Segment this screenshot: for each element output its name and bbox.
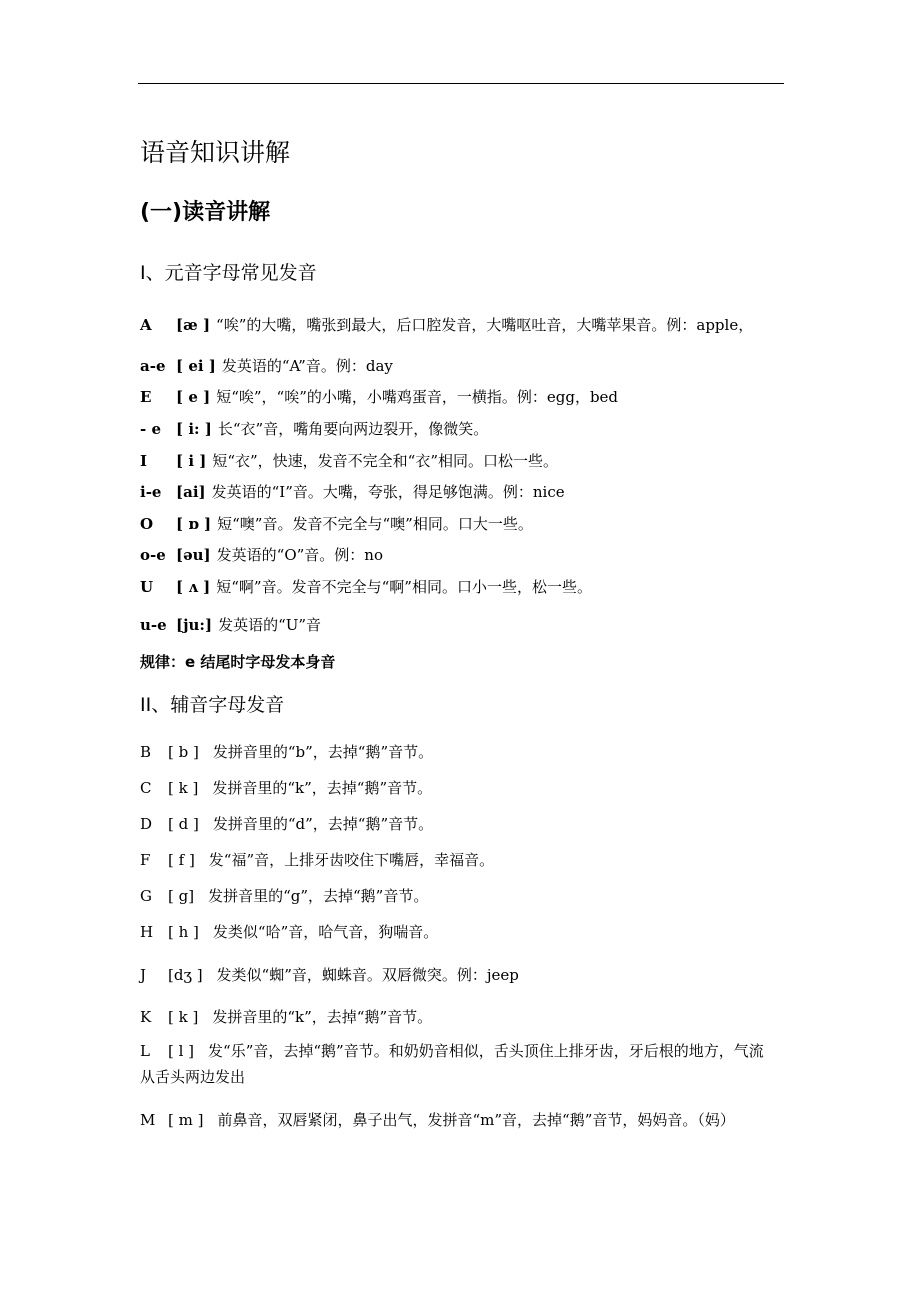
vowel-ipa: [ i ]: [176, 452, 207, 470]
vowel-row: [140, 481, 565, 502]
vowel-desc: 短“噢”音。发音不完全与“噢”相同。口大一些。: [217, 515, 533, 533]
vowel-letter: U: [140, 578, 154, 596]
consonant-row: [140, 964, 519, 985]
consonant-ipa: [ f ]: [168, 851, 195, 869]
consonant-ipa: [ d ]: [168, 815, 199, 833]
vowel-desc: 发英语的“U”音: [218, 616, 322, 634]
vowel-letter: a-e: [140, 357, 166, 375]
consonant-letter: C: [140, 779, 152, 797]
consonant-desc: 发拼音里的“b”，去掉“鹅”音节。: [212, 743, 434, 761]
consonant-row: [140, 813, 433, 834]
vowel-row: [140, 576, 592, 597]
vowel-desc: 短“衣”，快速，发音不完全和“衣”相同。口松一些。: [212, 452, 559, 470]
consonant-desc: 前鼻音，双唇紧闭，鼻子出气，发拼音“m”音，去掉“鹅”音节，妈妈音。（妈）: [217, 1111, 735, 1129]
consonant-letter: L: [140, 1042, 150, 1060]
vowel-letter: u-e: [140, 616, 167, 634]
vowel-desc: 短“啊”音。发音不完全与“啊”相同。口小一些，松一些。: [216, 578, 592, 596]
consonant-ipa: [ h ]: [168, 923, 199, 941]
vowel-ipa: [ai]: [176, 483, 206, 501]
vowel-desc: 发英语的“A”音。例：day: [221, 357, 393, 375]
vowel-row: [140, 513, 533, 534]
consonant-row: [140, 1038, 776, 1090]
vowel-letter: i-e: [140, 483, 162, 501]
consonant-desc: 发“福”音，上排牙齿咬住下嘴唇，幸福音。: [208, 851, 495, 869]
vowel-desc: 长“衣”音，嘴角要向两边裂开，像微笑。: [217, 420, 489, 438]
vowel-ipa: [əu]: [176, 546, 211, 564]
consonant-row: [140, 1006, 432, 1027]
consonant-desc: 发类似“蜘”音，蜘蛛音。双唇微突。例：jeep: [216, 966, 519, 984]
consonant-row: [140, 777, 432, 798]
vowel-ipa: [ju:]: [176, 616, 213, 634]
vowel-letter: - e: [140, 420, 161, 438]
consonant-desc: 发类似“哈”音，哈气音，狗喘音。: [212, 923, 439, 941]
vowel-letter: E: [140, 388, 152, 406]
consonant-ipa: [ k ]: [168, 779, 199, 797]
consonant-ipa: [ m ]: [168, 1111, 204, 1129]
consonant-row: [140, 1109, 735, 1130]
section-heading: (一)读音讲解: [140, 200, 271, 225]
consonant-letter: G: [140, 887, 152, 905]
consonant-row: [140, 849, 494, 870]
consonant-ipa: [ k ]: [168, 1008, 199, 1026]
consonant-ipa: [ g]: [168, 887, 195, 905]
vowel-ipa: [ ei ]: [176, 357, 216, 375]
vowel-ipa: [æ ]: [176, 316, 211, 334]
vowel-letter: o-e: [140, 546, 166, 564]
vowel-row: [140, 544, 383, 565]
vowel-ipa: [ e ]: [176, 388, 211, 406]
vowels-heading: I、元音字母常见发音: [140, 262, 317, 284]
consonant-desc: 发拼音里的“d”，去掉“鹅”音节。: [212, 815, 434, 833]
consonant-desc: 发“乐”音，去掉“鹅”音节。和奶奶音相似，舌头顶住上排牙齿，牙后根的地方，气流 从舌头两边发出: [140, 1042, 764, 1086]
vowel-ipa: [ i: ]: [176, 420, 212, 438]
vowel-desc: “唉”的大嘴，嘴张到最大，后口腔发音，大嘴呕吐音，大嘴苹果音。例：apple，: [216, 316, 754, 334]
vowel-letter: A: [140, 316, 152, 334]
consonant-row: [140, 885, 428, 906]
vowel-desc: 发英语的“I”音。大嘴，夸张，得足够饱满。例：nice: [211, 483, 565, 501]
rule-note: 规律：e 结尾时字母发本身音: [140, 653, 336, 671]
vowel-desc: 短“唉”，“唉”的小嘴，小嘴鸡蛋音，一横指。例：egg，bed: [216, 388, 619, 406]
vowel-row: [140, 418, 488, 439]
consonant-letter: F: [140, 851, 151, 869]
vowel-row: [140, 450, 558, 471]
consonants-heading: II、辅音字母发音: [140, 694, 285, 716]
consonant-desc: 发拼音里的“k”，去掉“鹅”音节。: [212, 779, 433, 797]
consonant-letter: J: [140, 966, 147, 984]
consonant-letter: K: [140, 1008, 152, 1026]
consonant-letter: H: [140, 923, 154, 941]
consonant-ipa: [dʒ ]: [168, 966, 203, 984]
vowel-letter: I: [140, 452, 148, 470]
consonant-letter: D: [140, 815, 153, 833]
vowel-ipa: [ ɒ ]: [176, 515, 212, 533]
consonant-letter: M: [140, 1111, 156, 1129]
consonant-row: [140, 741, 433, 762]
header-rule: [138, 83, 784, 84]
consonant-row: [140, 921, 438, 942]
consonant-desc: 发拼音里的“k”，去掉“鹅”音节。: [212, 1008, 433, 1026]
vowel-desc: 发英语的“O”音。例：no: [216, 546, 383, 564]
vowel-row: [140, 355, 393, 376]
vowel-row: [140, 614, 321, 635]
consonant-letter: B: [140, 743, 152, 761]
vowel-letter: O: [140, 515, 154, 533]
vowel-row: [140, 314, 753, 335]
vowel-ipa: [ ʌ ]: [176, 578, 211, 596]
consonant-ipa: [ b ]: [168, 743, 199, 761]
consonant-ipa: [ l ]: [168, 1042, 195, 1060]
page-title: 语音知识讲解: [140, 138, 291, 167]
consonant-desc: 发拼音里的“g”，去掉“鹅”音节。: [208, 887, 429, 905]
vowel-row: [140, 386, 618, 407]
